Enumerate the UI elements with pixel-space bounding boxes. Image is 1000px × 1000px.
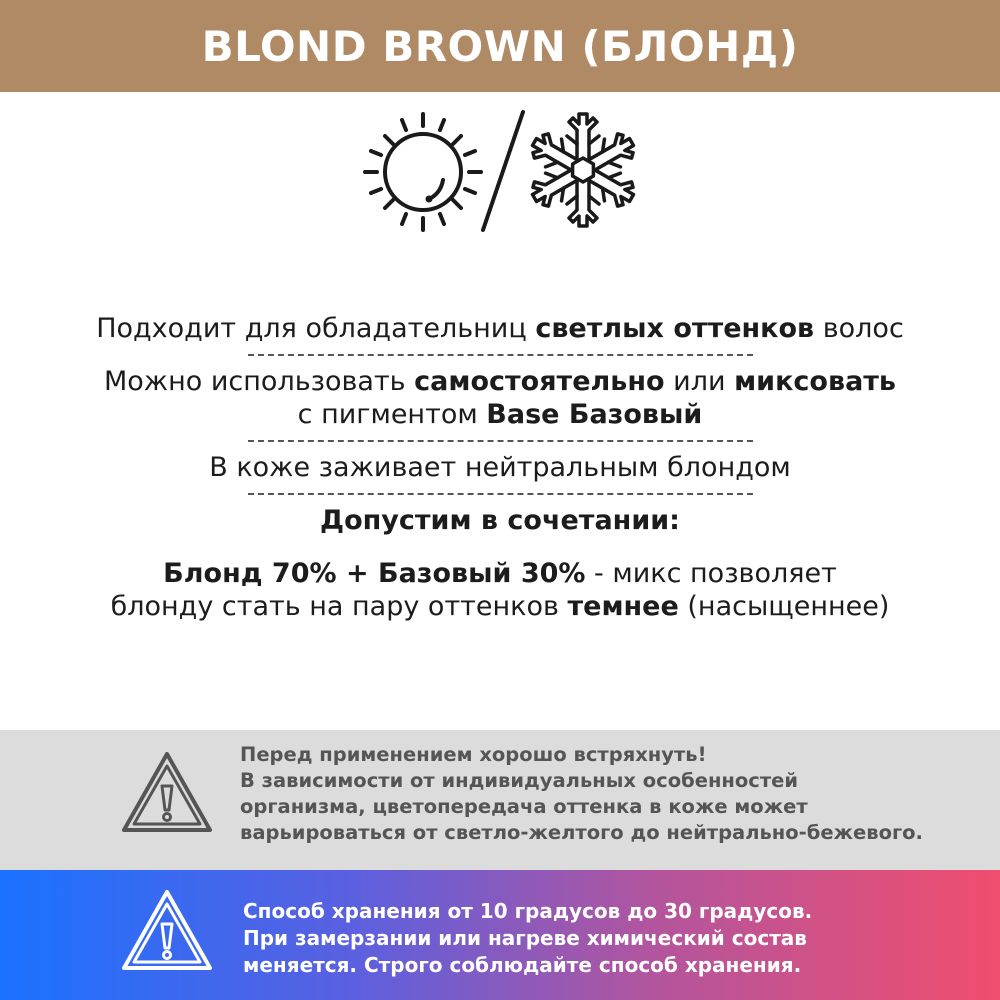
text-bold: миксовать [734, 366, 897, 397]
storage-line: Способ хранения от 10 градусов до 30 градусов. [243, 899, 813, 923]
text: блонду стать на пару оттенков [110, 591, 568, 622]
text: (насыщеннее) [678, 591, 890, 622]
text: - микс позволяет [585, 558, 837, 589]
storage-line: При замерзании или нагреве химический состав [243, 926, 807, 950]
combo-line-1 [40, 557, 960, 590]
description [40, 312, 960, 623]
text: с пигментом [297, 399, 487, 430]
product-title: BLOND BROWN (БЛОНД) [201, 21, 799, 71]
text-bold: Блонд 70% + Базовый 30% [163, 558, 586, 589]
slash-icon [483, 112, 523, 230]
text: Подходит для обладательниц [96, 313, 536, 344]
line-pigment [40, 398, 960, 431]
text-bold: Допустим в сочетании: [320, 505, 680, 536]
warning-line: организма, цветопередача оттенка в коже может [240, 795, 808, 818]
combo-title [40, 504, 960, 537]
combo-line-2 [40, 590, 960, 623]
header-banner [0, 0, 1000, 92]
text-bold: темнее [567, 591, 679, 622]
season-icons [355, 100, 645, 240]
text: или [664, 366, 735, 397]
dashed-divider [248, 493, 753, 495]
dashed-divider [248, 440, 753, 442]
storage-line: меняется. Строго соблюдайте способ хранения. [243, 953, 802, 977]
text-bold: Base Базовый [486, 399, 703, 430]
sun-icon [365, 114, 481, 230]
dashed-divider [248, 354, 753, 356]
snowflake-icon [527, 114, 640, 226]
warning-triangle-icon [120, 750, 214, 836]
text-bold: самостоятельно [414, 366, 665, 397]
warning-grey-text [240, 742, 923, 846]
text: волос [814, 313, 904, 344]
line-suitable [40, 312, 960, 345]
warning-triangle-icon [120, 888, 214, 974]
warning-line: варьироваться от светло-желтого до нейтрально-бежевого. [240, 821, 923, 844]
line-usage [40, 365, 960, 398]
line-healing: В коже заживает нейтральным блондом [209, 452, 791, 483]
warning-line: Перед применением хорошо встряхнуть! [240, 743, 707, 766]
text-bold: светлых оттенков [535, 313, 815, 344]
warning-line: В зависимости от индивидуальных особенностей [240, 769, 799, 792]
storage-text [243, 898, 812, 979]
text: Можно использовать [103, 366, 415, 397]
